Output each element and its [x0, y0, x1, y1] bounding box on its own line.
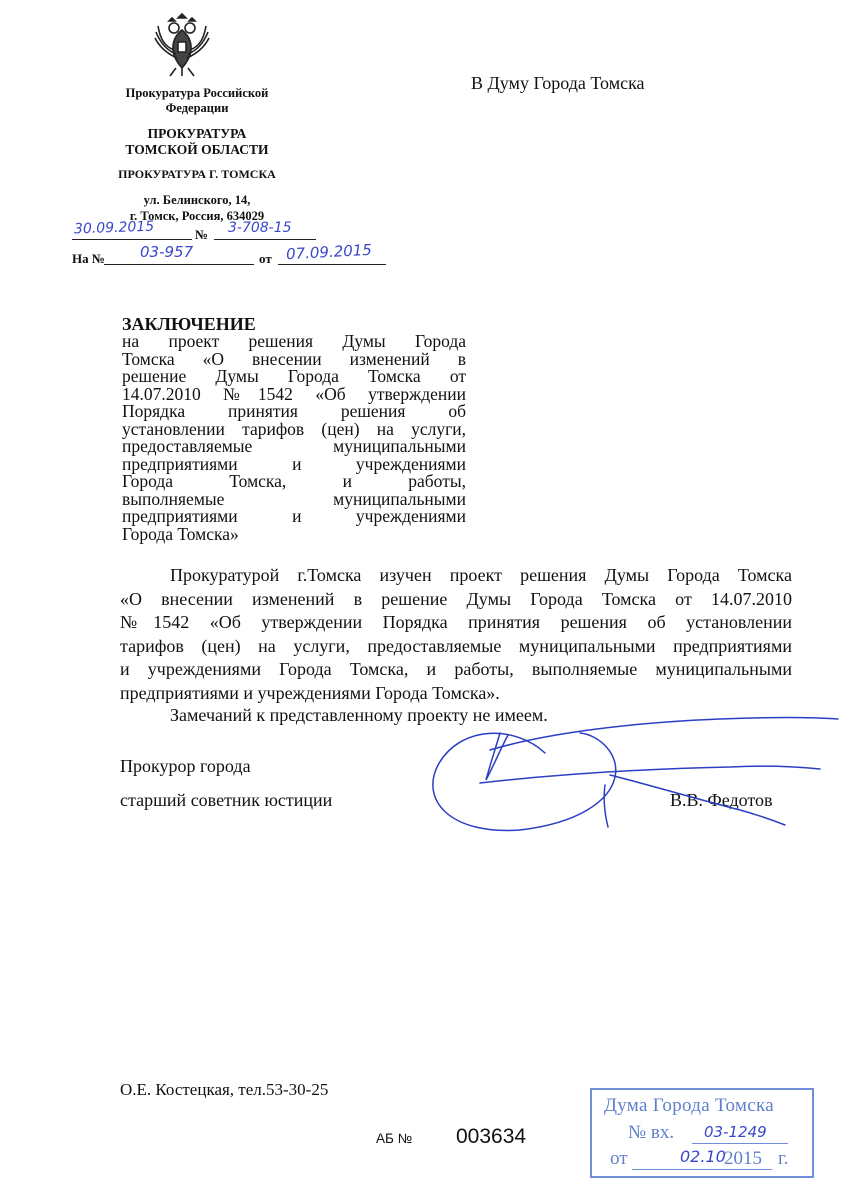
body-paragraph-2: Замечаний к представленному проекту не имеем. [170, 705, 548, 725]
reference-date-label: от [259, 251, 272, 266]
body-line: Прокуратурой г.Томска изучен проект решения Думы Города Томска [170, 565, 792, 585]
body-line: тарифов (цен) на услуги, предоставляемые муниципальными предприятиями [120, 635, 792, 656]
signer-name: В.В. Федотов [670, 790, 773, 810]
subject-line: установлении тарифов (цен) на услуги, [122, 418, 466, 439]
subject-line-last: Города Томска» [122, 523, 239, 544]
outgoing-number: 3-708-15 [228, 220, 292, 236]
subject-line: выполняемые муниципальными [122, 488, 466, 509]
coat-of-arms-icon [150, 8, 214, 78]
stamp-year-suffix: г. [778, 1148, 789, 1169]
serial-label: АБ № [376, 1131, 413, 1146]
body-line: «О внесении изменений в решение Думы Города Томска от 14.07.2010 [120, 588, 792, 609]
recipient: В Думу Города Томска [471, 73, 645, 93]
stamp-incoming-number: 03-1249 [704, 1123, 767, 1141]
stamp-date-handwritten: 02.10 [680, 1147, 726, 1166]
stamp-title: Дума Города Томска [604, 1095, 774, 1116]
signer-position-line1: Прокурор города [120, 756, 251, 776]
subject-line: Томска «О внесении изменений в [122, 348, 466, 369]
document-heading: ЗАКЛЮЧЕНИЕ [122, 314, 256, 334]
address-line1: ул. Белинского, 14, [143, 193, 251, 207]
outgoing-date: 30.09.2015 [73, 218, 155, 238]
subject-line: предприятиями и учреждениями [122, 453, 466, 474]
regional-office-line1: ПРОКУРАТУРА [147, 126, 247, 141]
subject-line: Города Томска, и работы, [122, 471, 466, 491]
subject-line: предоставляемые муниципальными [122, 436, 466, 456]
serial-number: 003634 [456, 1125, 527, 1148]
handwritten-signature [420, 705, 845, 845]
subject-line: 14.07.2010 №1542 «Об утверждении [122, 383, 466, 404]
stamp-date-label: от [610, 1148, 628, 1169]
subject-line: на проект решения Думы Города [122, 331, 466, 351]
subject-line: предприятиями и учреждениями [122, 506, 466, 526]
outgoing-number-label: № [195, 227, 209, 242]
org-name-line1: Прокуратура Российской [125, 86, 269, 100]
stamp-year: 2015 [724, 1148, 762, 1169]
org-name-line2: Федерации [165, 101, 229, 115]
subject-line: Порядка принятия решения об [122, 401, 466, 421]
body-line: и учреждениями Города Томска, и работы, выполняемые муниципальными [120, 659, 792, 679]
reference-number-label: На № [72, 251, 105, 266]
body-line: №1542 «Об утверждении Порядка принятия решения об установлении [120, 612, 792, 632]
stamp-incoming-label: № вх. [628, 1122, 675, 1143]
executor-info: О.Е. Костецкая, тел.53-30-25 [120, 1080, 329, 1099]
document-subject [122, 333, 466, 543]
body-line-last: предприятиями и учреждениями Города Томска». [120, 682, 500, 703]
body-paragraph-1 [120, 564, 792, 705]
city-office: ПРОКУРАТУРА Г. ТОМСКА [118, 167, 276, 181]
signer-position-line2: старший советник юстиции [120, 790, 333, 810]
address-line2: г. Томск, Россия, 634029 [129, 208, 265, 223]
reference-number: 03-957 [140, 243, 194, 261]
reference-date: 07.09.2015 [285, 240, 373, 264]
regional-office-line2: ТОМСКОЙ ОБЛАСТИ [125, 142, 269, 157]
subject-line: решение Думы Города Томска от [122, 366, 466, 386]
incoming-stamp [590, 1088, 814, 1178]
